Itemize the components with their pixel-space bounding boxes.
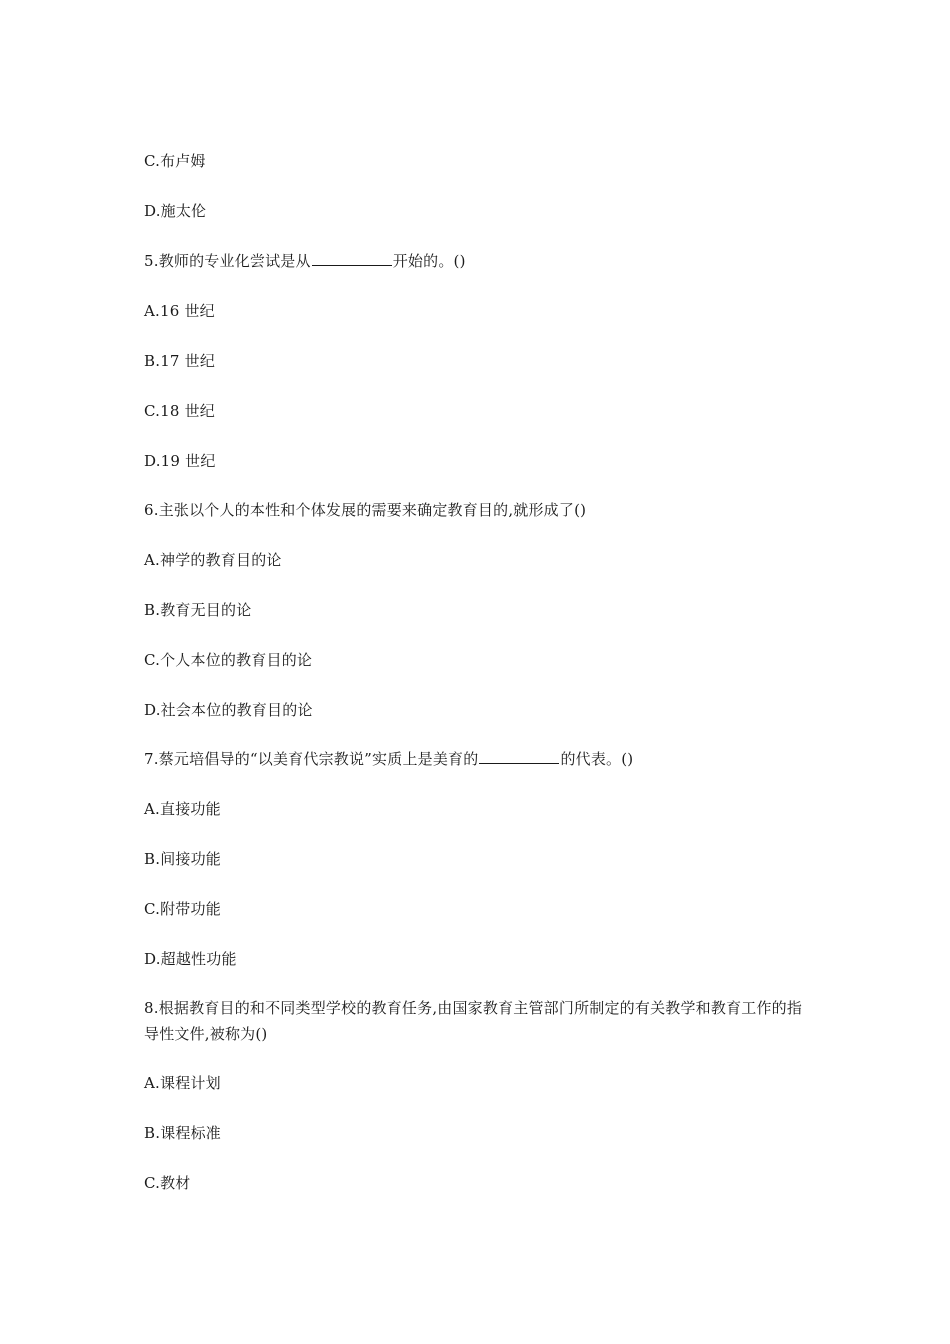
question-7-option-a: A.直接功能	[144, 800, 221, 818]
fill-in-blank	[479, 749, 559, 764]
question-6-option-b: B.教育无目的论	[144, 601, 252, 619]
question-6: 6.主张以个人的本性和个体发展的需要来确定教育目的,就形成了()	[144, 501, 587, 519]
question-5	[144, 250, 466, 272]
question-6-option-a: A.神学的教育目的论	[144, 551, 282, 569]
question-7-option-c: C.附带功能	[144, 900, 221, 918]
question-8: 8.根据教育目的和不同类型学校的教育任务,由国家教育主管部门所制定的有关教学和教育工作的指导性文件,被称为()	[144, 999, 803, 1043]
question-7-prefix: 7.蔡元培倡导的“以美育代宗教说”实质上是美育的	[144, 750, 479, 768]
option-c-bloom: C.布卢姆	[144, 152, 206, 170]
question-7	[144, 748, 633, 770]
question-8-option-a: A.课程计划	[144, 1074, 221, 1092]
question-5-prefix: 5.教师的专业化尝试是从	[144, 252, 311, 270]
question-5-option-c: C.18 世纪	[144, 402, 215, 420]
question-6-option-d: D.社会本位的教育目的论	[144, 701, 313, 719]
question-5-option-d: D.19 世纪	[144, 452, 216, 470]
question-5-option-b: B.17 世纪	[144, 352, 216, 370]
question-7-option-d: D.超越性功能	[144, 950, 237, 968]
question-8-option-b: B.课程标准	[144, 1124, 221, 1142]
question-7-suffix: 的代表。()	[560, 750, 634, 768]
question-5-option-a: A.16 世纪	[144, 302, 215, 320]
option-d-steiner: D.施太伦	[144, 202, 207, 220]
question-5-suffix: 开始的。()	[392, 252, 466, 270]
fill-in-blank	[312, 251, 392, 266]
question-7-option-b: B.间接功能	[144, 850, 221, 868]
question-8-option-c: C.教材	[144, 1174, 191, 1192]
question-6-option-c: C.个人本位的教育目的论	[144, 651, 313, 669]
